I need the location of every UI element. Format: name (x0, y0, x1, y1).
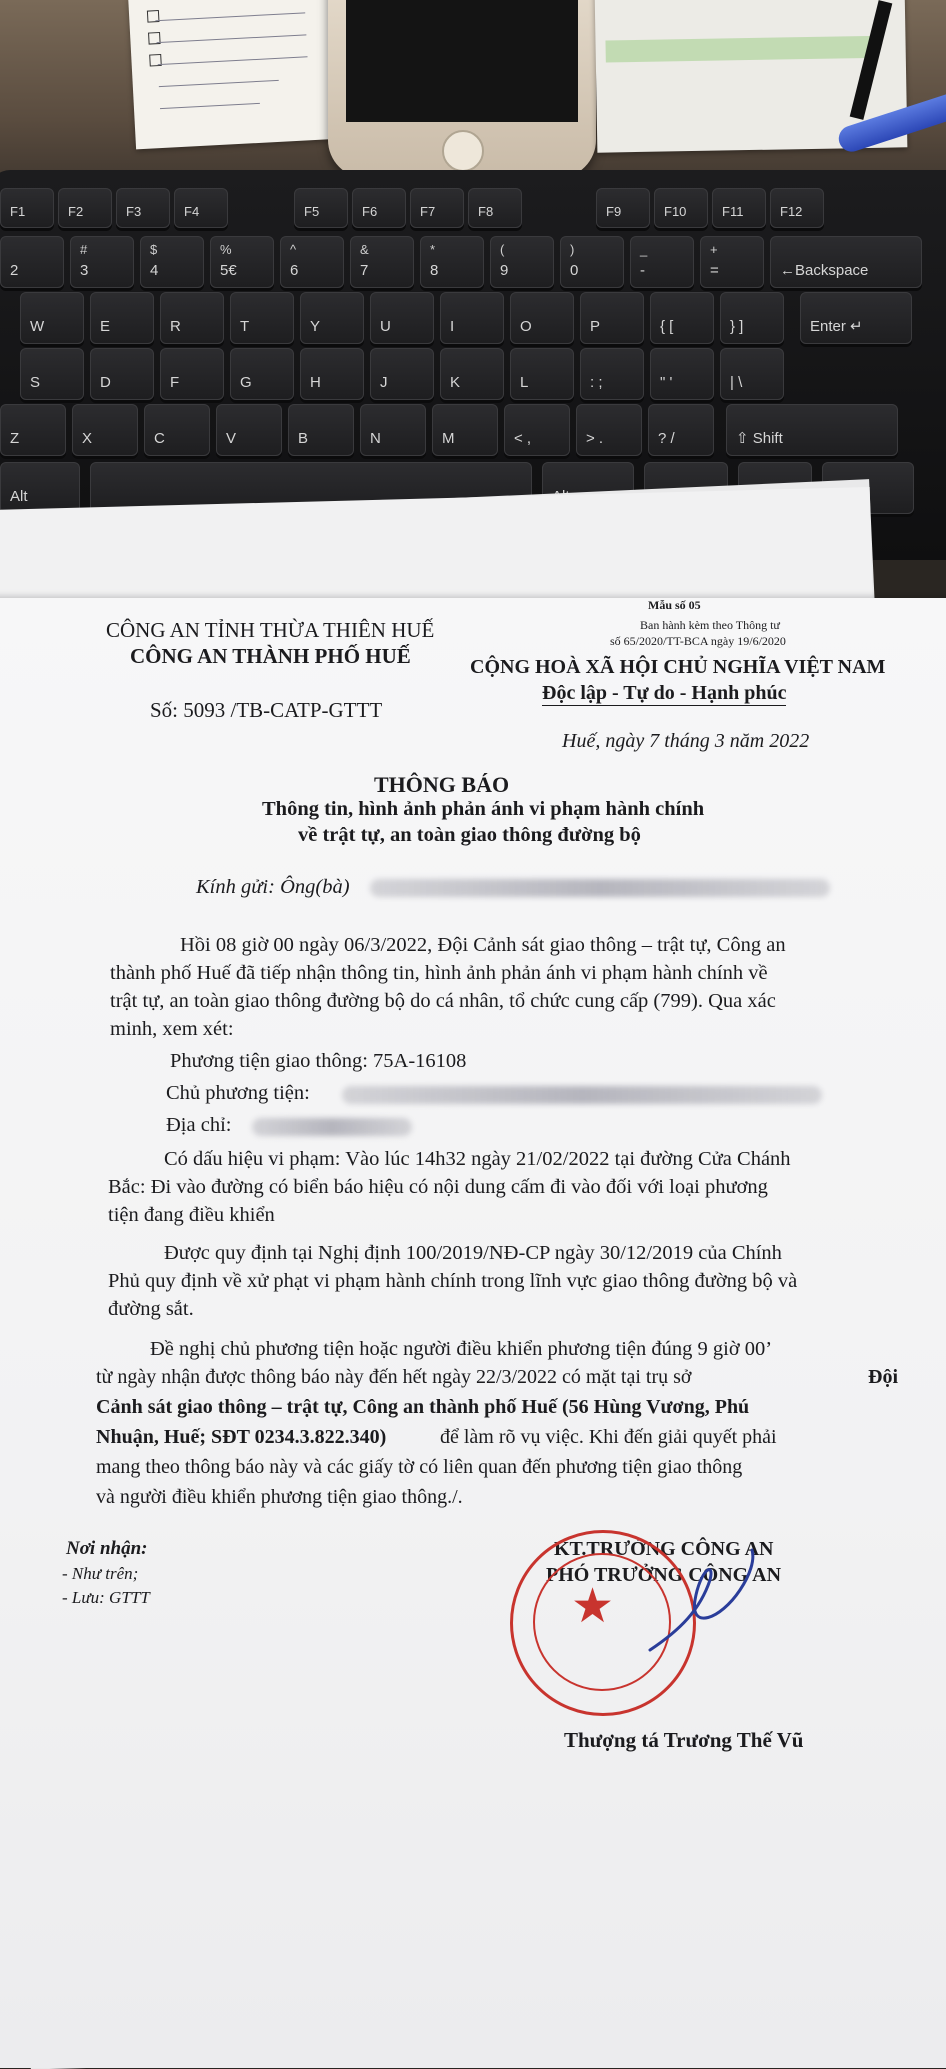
key-number: ) 0 (560, 236, 624, 288)
legal-basis-line: Được quy định tại Nghị định 100/2019/NĐ-CP ngày 30/12/2019 của Chính (164, 1242, 782, 1264)
key-letter: B (288, 404, 354, 456)
handwritten-signature (640, 1540, 760, 1660)
smartphone (328, 0, 596, 178)
form-line (159, 80, 279, 87)
key-letter: S (20, 348, 84, 400)
key-f12: F12 (770, 188, 824, 228)
form-line (160, 103, 260, 109)
request-bold-office-line: Cảnh sát giao thông – trật tự, Công an thành phố Huế (56 Hùng Vương, Phú (96, 1396, 750, 1418)
key-letter: F (160, 348, 224, 400)
request-line: mang theo thông báo này và các giấy tờ có liên quan đến phương tiện giao thông (96, 1456, 743, 1478)
key-letter: " ' (650, 348, 714, 400)
key-letter: Y (300, 292, 364, 344)
paragraph-1-line: minh, xem xét: (110, 1018, 234, 1040)
redacted-address (252, 1118, 412, 1136)
document-number: Số: 5093 /TB-CATP-GTTT (150, 698, 383, 722)
key-backspace: ←Backspace (770, 236, 922, 288)
key-f9: F9 (596, 188, 650, 228)
national-motto: Độc lập - Tự do - Hạnh phúc (542, 682, 787, 704)
paragraph-1-line: thành phố Huế đã tiếp nhận thông tin, hình ảnh phản ánh vi phạm hành chính về (110, 962, 768, 984)
request-line: từ ngày nhận được thông báo này đến hết ngày 22/3/2022 có mặt tại trụ sở (96, 1366, 692, 1388)
request-line: và người điều khiển phương tiện giao thông./. (96, 1486, 463, 1508)
violation-line: Có dấu hiệu vi phạm: Vào lúc 14h32 ngày 21/02/2022 tại đường Cửa Chánh (164, 1148, 791, 1170)
key-number: % 5€ (210, 236, 274, 288)
form-line (158, 56, 308, 65)
violation-line: Bắc: Đi vào đường có biển báo hiệu có nội dung cấm đi vào đối với loại phương (108, 1176, 768, 1198)
home-button (442, 130, 484, 172)
key-number: _ - (630, 236, 694, 288)
key-letter: | \ (720, 348, 784, 400)
key-letter: : ; (580, 348, 644, 400)
legal-basis-line: Phủ quy định về xử phạt vi phạm hành chính trong lĩnh vực giao thông đường bộ và (108, 1270, 798, 1292)
key-f3: F3 (116, 188, 170, 228)
key-f8: F8 (468, 188, 522, 228)
key-letter: ? / (648, 404, 714, 456)
key-letter: J (370, 348, 434, 400)
address-label: Địa chỉ: (166, 1114, 232, 1136)
key-letter: > . (576, 404, 642, 456)
key-letter: V (216, 404, 282, 456)
key-letter: N (360, 404, 426, 456)
document-subtitle-1: Thông tin, hình ảnh phản ánh vi phạm hành chính (262, 798, 705, 820)
key-number: + = (700, 236, 764, 288)
key-letter: P (580, 292, 644, 344)
key-number: ( 9 (490, 236, 554, 288)
key-letter: E (90, 292, 154, 344)
key-letter: L (510, 348, 574, 400)
place-date: Huế, ngày 7 tháng 3 năm 2022 (562, 730, 810, 752)
vehicle-plate: Phương tiện giao thông: 75A-16108 (170, 1050, 467, 1072)
key-letter: G (230, 348, 294, 400)
request-line: Đề nghị chủ phương tiện hoặc người điều khiển phương tiện đúng 9 giờ 00’ (150, 1338, 773, 1360)
form-line (155, 12, 305, 21)
form-basis-line-1: Ban hành kèm theo Thông tư (640, 618, 780, 632)
request-bold-office: Đội (868, 1366, 898, 1388)
key-letter: K (440, 348, 504, 400)
key-letter: M (432, 404, 498, 456)
legal-basis-line: đường sắt. (108, 1298, 194, 1320)
key-f4: F4 (174, 188, 228, 228)
key-letter: U (370, 292, 434, 344)
key-letter: R (160, 292, 224, 344)
phone-screen (346, 0, 578, 122)
paragraph-1-line: Hồi 08 giờ 00 ngày 06/3/2022, Đội Cảnh sát giao thông – trật tự, Công an (180, 934, 786, 956)
recipients-label: Nơi nhận: (66, 1538, 148, 1559)
salutation: Kính gửi: Ông(bà) (196, 876, 350, 898)
key-number: # 3 (70, 236, 134, 288)
key-f10: F10 (654, 188, 708, 228)
key-number: & 7 (350, 236, 414, 288)
form-number: Mẫu số 05 (648, 598, 701, 612)
recipient-item: - Như trên; (62, 1564, 139, 1583)
key-letter: D (90, 348, 154, 400)
key-enter: Enter ↵ (800, 292, 912, 344)
key-letter: H (300, 348, 364, 400)
key-f2: F2 (58, 188, 112, 228)
form-slip-paper (128, 0, 346, 149)
key-number: ^ 6 (280, 236, 344, 288)
key-f1: F1 (0, 188, 54, 228)
key-letter: X (72, 404, 138, 456)
request-bold-contact: Nhuận, Huế; SĐT 0234.3.822.340) (96, 1426, 387, 1448)
form-basis-line-2: số 65/2020/TT-BCA ngày 19/6/2020 (610, 634, 786, 648)
key-shift: ⇧ Shift (726, 404, 898, 456)
notice-document (0, 598, 946, 2068)
key-letter: C (144, 404, 210, 456)
agency-parent: CÔNG AN TỈNH THỪA THIÊN HUẾ (106, 618, 435, 642)
country-name: CỘNG HOÀ XÃ HỘI CHỦ NGHĨA VIỆT NAM (470, 656, 886, 678)
paragraph-1-line: trật tự, an toàn giao thông đường bộ do cá nhân, tổ chức cung cấp (799). Qua xác (110, 990, 776, 1012)
key-letter: W (20, 292, 84, 344)
recipient-item: - Lưu: GTTT (62, 1588, 150, 1607)
key-letter: < , (504, 404, 570, 456)
form-line (157, 34, 307, 43)
signer-title-2: PHÓ TRƯỞNG CÔNG AN (546, 1564, 782, 1586)
redacted-recipient (370, 879, 830, 897)
signer-title-1: KT.TRƯỞNG CÔNG AN (554, 1538, 774, 1560)
key-letter: { [ (650, 292, 714, 344)
agency-name: CÔNG AN THÀNH PHỐ HUẾ (130, 644, 411, 668)
document-subtitle-2: về trật tự, an toàn giao thông đường bộ (298, 824, 641, 846)
key-letter: T (230, 292, 294, 344)
key-number: * 8 (420, 236, 484, 288)
key-letter: O (510, 292, 574, 344)
redacted-owner (342, 1086, 822, 1104)
key-letter: Z (0, 404, 66, 456)
signer-name: Thượng tá Trương Thế Vũ (564, 1728, 804, 1752)
violation-line: tiện đang điều khiển (108, 1204, 275, 1226)
key-f5: F5 (294, 188, 348, 228)
key-number: $ 4 (140, 236, 204, 288)
key-number: 2 (0, 236, 64, 288)
green-highlight (605, 36, 875, 63)
key-f7: F7 (410, 188, 464, 228)
key-letter: } ] (720, 292, 784, 344)
seal-star-icon: ★ (571, 1580, 615, 1633)
request-tail: để làm rõ vụ việc. Khi đến giải quyết phải (440, 1426, 777, 1448)
owner-label: Chủ phương tiện: (166, 1082, 310, 1104)
document-title: THÔNG BÁO (374, 772, 510, 797)
key-alt-left: Alt (0, 462, 80, 514)
key-f11: F11 (712, 188, 766, 228)
key-f6: F6 (352, 188, 406, 228)
key-letter: I (440, 292, 504, 344)
